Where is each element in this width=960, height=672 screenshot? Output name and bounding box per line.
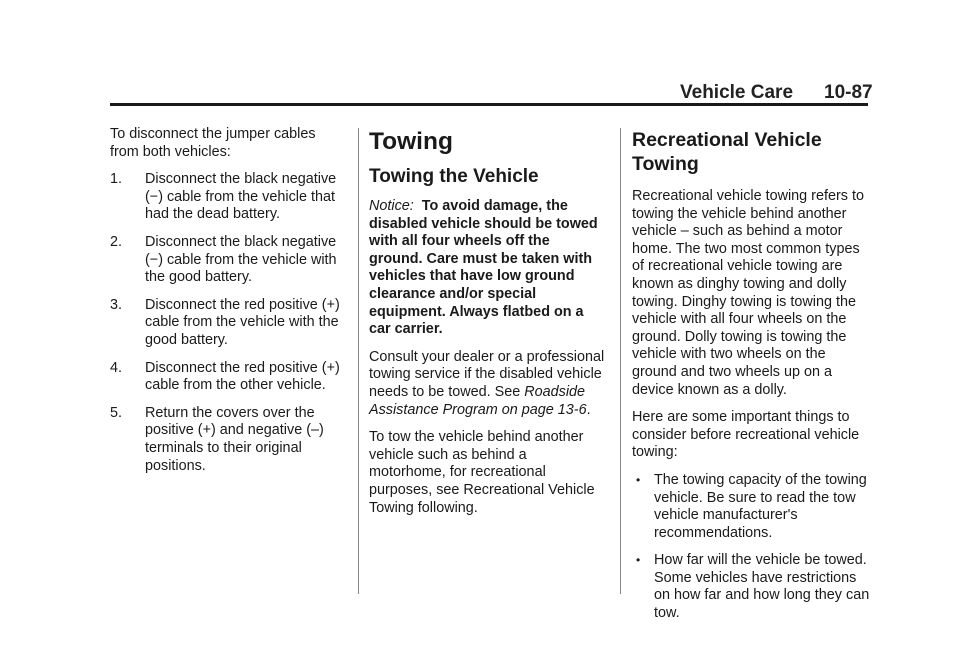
column-towing xyxy=(369,128,605,527)
dealer-text-end: . xyxy=(586,401,591,418)
bullet-text: How far will the vehicle be towed. Some vehicles have restrictions on how far and how long they can tow. xyxy=(654,552,870,622)
notice-text: To avoid damage, the disabled vehicle should be towed with all four wheels off the ground. Care must be taken with vehicles that have low ground clearance and/or special equipment. Always flatbed on a car carrier. xyxy=(369,198,598,338)
column-divider xyxy=(358,128,359,594)
towing-heading: Towing xyxy=(369,128,453,155)
header-rule xyxy=(110,103,868,106)
list-item xyxy=(632,552,872,622)
step-number: 1. xyxy=(110,171,123,188)
step-number: 4. xyxy=(110,359,123,376)
roadside-assistance-link[interactable]: Roadside Assistance Program on page 13-6 xyxy=(369,383,587,418)
column-divider xyxy=(620,128,621,594)
dealer-paragraph xyxy=(369,349,605,419)
considerations-paragraph: Here are some important things to consider before recreational vehicle towing: xyxy=(632,409,860,461)
bullet-icon: • xyxy=(636,553,641,568)
recreational-intro-paragraph: Recreational vehicle towing refers to towing the vehicle behind another vehicle – such as behind a motor home. The two most common types of recreational vehicle towing are known as dinghy towing and dolly towing. Dinghy towing is towing the vehicle with all four wheels on the ground. Dolly towing is towing the vehicle with two wheels on the ground and two wheels up on a device known as a dolly. xyxy=(632,188,864,398)
step-item xyxy=(110,405,346,475)
step-number: 5. xyxy=(110,404,123,421)
step-item xyxy=(110,234,346,287)
step-text: Disconnect the red positive (+) cable from the other vehicle. xyxy=(145,359,340,394)
towing-vehicle-subheading: Towing the Vehicle xyxy=(369,166,539,187)
bullet-text: The towing capacity of the towing vehicle. Be sure to read the tow vehicle manufacturer's recommendations. xyxy=(654,471,867,541)
step-item xyxy=(110,171,346,224)
step-number: 3. xyxy=(110,296,123,313)
bullet-icon: • xyxy=(636,472,641,487)
intro-paragraph: To disconnect the jumper cables from both vehicles: xyxy=(110,126,316,160)
step-text: Disconnect the black negative (−) cable from the vehicle with the good battery. xyxy=(145,233,337,286)
notice-paragraph xyxy=(369,198,605,339)
column-recreational-towing xyxy=(632,128,872,633)
step-item xyxy=(110,297,346,350)
notice-label: Notice: xyxy=(369,198,414,214)
recreational-reference-paragraph: To tow the vehicle behind another vehicle such as behind a motorhome, for recreational purposes, see Recreational Vehicle Towing following. xyxy=(369,429,595,516)
dealer-text: Consult your dealer or a professional towing service if the disabled vehicle needs to be towed. See xyxy=(369,348,605,400)
list-item xyxy=(632,472,872,542)
column-jumper-cables xyxy=(110,126,346,485)
step-item xyxy=(110,360,346,395)
step-text: Return the covers over the positive (+) and negative (–) terminals to their original positions. xyxy=(145,404,324,474)
section-title: Vehicle Care xyxy=(680,82,794,103)
step-text: Disconnect the red positive (+) cable from the vehicle with the good battery. xyxy=(145,296,340,348)
page-number: 10-87 xyxy=(824,82,873,103)
recreational-towing-heading: Recreational Vehicle Towing xyxy=(632,129,822,175)
step-number: 2. xyxy=(110,233,123,250)
step-text: Disconnect the black negative (−) cable from the vehicle that had the dead battery. xyxy=(145,171,337,223)
